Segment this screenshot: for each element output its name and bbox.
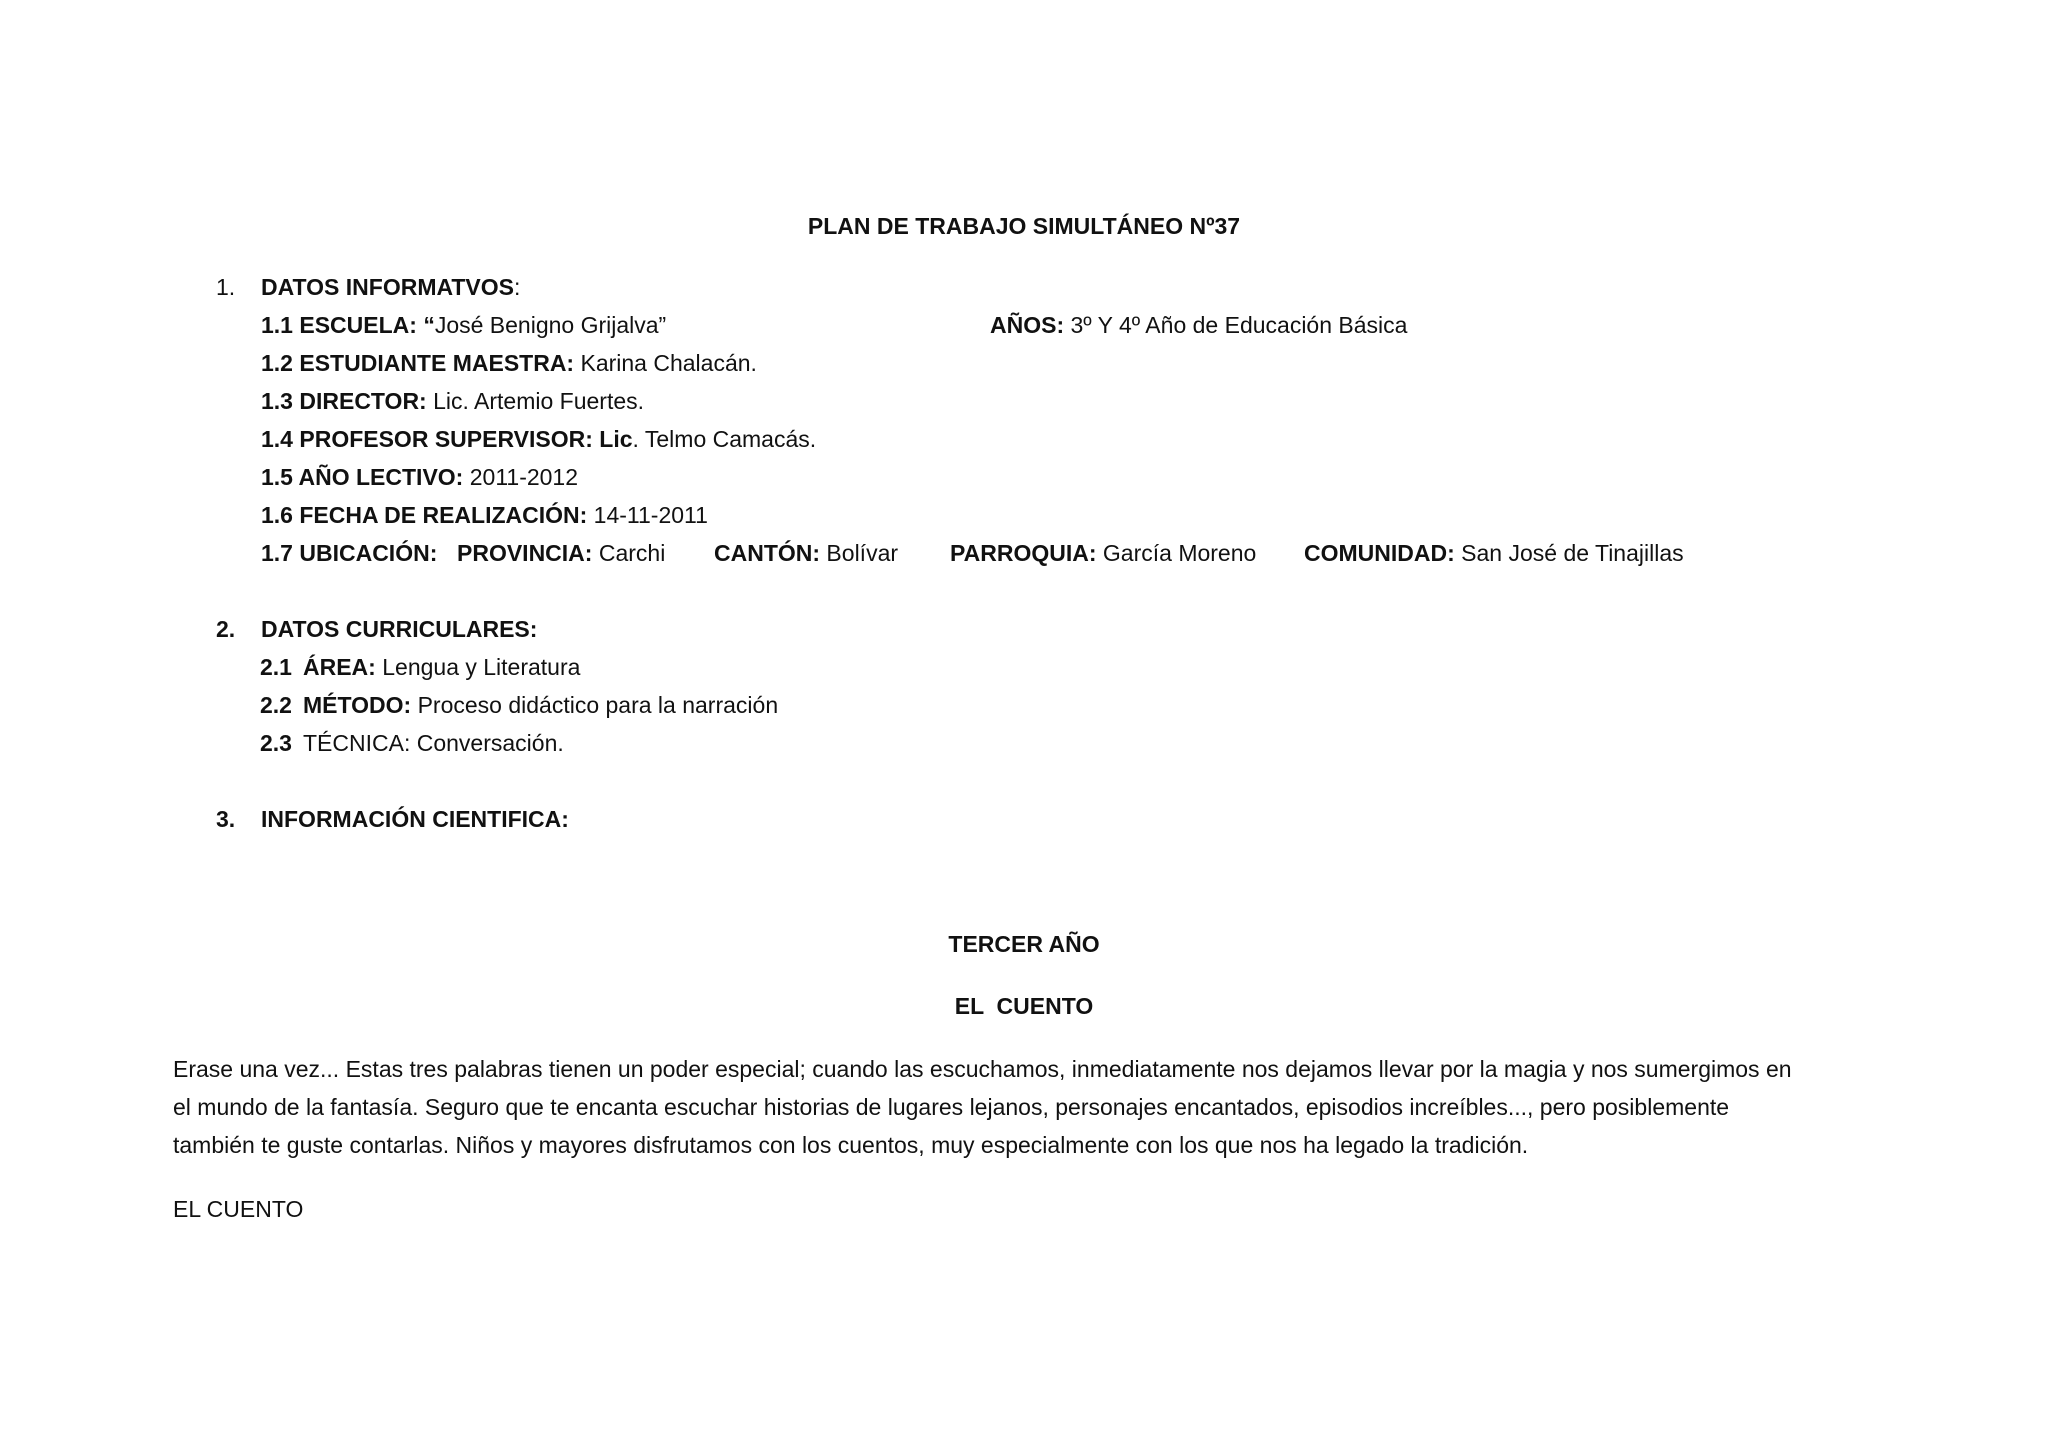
profesor-line — [261, 420, 816, 458]
metodo-value: Proceso didáctico para la narración — [411, 692, 779, 718]
metodo-number: 2.2 — [260, 692, 292, 718]
profesor-value: . Telmo Camacás. — [632, 426, 817, 452]
escuela-line — [261, 306, 666, 344]
area-label: ÁREA: — [303, 654, 376, 680]
tecnica-value: TÉCNICA: Conversación. — [303, 730, 564, 756]
canton-value: Bolívar — [820, 540, 899, 566]
subtitle-tercer-ano: TERCER AÑO — [948, 931, 1100, 957]
profesor-label: 1.4 PROFESOR SUPERVISOR: Lic — [261, 426, 633, 452]
section-1-number: 1. — [216, 274, 236, 300]
section-3-heading: INFORMACIÓN CIENTIFICA: — [261, 806, 569, 832]
provincia-field — [457, 534, 665, 572]
tecnica-number: 2.3 — [260, 730, 292, 756]
subtitle-el-cuento: EL CUENTO — [954, 993, 1094, 1019]
canton-label: CANTÓN: — [714, 540, 821, 566]
anos-value: 3º Y 4º Año de Educación Básica — [1064, 312, 1408, 338]
body-line-3: también te guste contarlas. Niños y mayores disfrutamos con los cuentos, muy especialmente con los que nos ha legado la tradición. — [173, 1132, 1529, 1158]
closing-heading: EL CUENTO — [173, 1196, 304, 1222]
ano-lectivo-value: 2011-2012 — [463, 464, 579, 490]
director-value: Lic. Artemio Fuertes. — [426, 388, 645, 414]
parroquia-value: García Moreno — [1096, 540, 1257, 566]
estudiante-line — [261, 344, 757, 382]
comunidad-field — [1304, 534, 1684, 572]
fecha-label: 1.6 FECHA DE REALIZACIÓN: — [261, 502, 588, 528]
body-line-1: Erase una vez... Estas tres palabras tienen un poder especial; cuando las escuchamos, inmediatamente nos dejamos llevar por la magia y nos sumergimos en — [173, 1056, 1792, 1082]
anos-label: AÑOS: — [990, 312, 1065, 338]
area-number: 2.1 — [260, 654, 292, 680]
director-label: 1.3 DIRECTOR: — [261, 388, 427, 414]
fecha-value: 14-11-2011 — [587, 502, 708, 528]
section-3-number: 3. — [216, 806, 236, 832]
ubicacion-label — [261, 534, 437, 572]
director-line — [261, 382, 644, 420]
metodo-line — [303, 686, 778, 724]
comunidad-label: COMUNIDAD: — [1304, 540, 1455, 566]
parroquia-field — [950, 534, 1256, 572]
estudiante-value: Karina Chalacán. — [574, 350, 757, 376]
section-2-heading: DATOS CURRICULARES: — [261, 616, 538, 642]
parroquia-label: PARROQUIA: — [950, 540, 1097, 566]
anos-line — [990, 306, 1407, 344]
escuela-label: 1.1 ESCUELA: “ — [261, 312, 435, 338]
ano-lectivo-line — [261, 458, 578, 496]
section-1-label: DATOS INFORMATVOS — [261, 274, 514, 300]
area-value: Lengua y Literatura — [375, 654, 581, 680]
provincia-value: Carchi — [592, 540, 666, 566]
tecnica-line — [303, 724, 564, 762]
section-1-heading — [261, 268, 520, 306]
canton-field — [714, 534, 898, 572]
metodo-label: MÉTODO: — [303, 692, 412, 718]
ano-lectivo-label: 1.5 AÑO LECTIVO: — [261, 464, 464, 490]
section-2-number: 2. — [216, 616, 236, 642]
document-title: PLAN DE TRABAJO SIMULTÁNEO Nº37 — [807, 213, 1241, 239]
body-line-2: el mundo de la fantasía. Seguro que te encanta escuchar historias de lugares lejanos, personajes encantados, episodios increíbles..., pero posiblemente — [173, 1094, 1730, 1120]
comunidad-value: San José de Tinajillas — [1454, 540, 1684, 566]
escuela-value: José Benigno Grijalva” — [434, 312, 667, 338]
provincia-label: PROVINCIA: — [457, 540, 593, 566]
ubicacion-label-text: 1.7 UBICACIÓN: — [261, 540, 438, 566]
area-line — [303, 648, 580, 686]
fecha-line — [261, 496, 708, 534]
estudiante-label: 1.2 ESTUDIANTE MAESTRA: — [261, 350, 575, 376]
section-1-colon: : — [514, 274, 521, 300]
